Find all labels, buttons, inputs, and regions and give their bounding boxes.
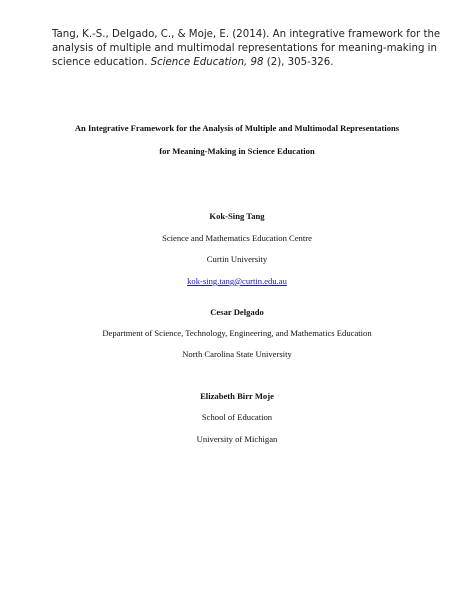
citation-line-1: Tang, K.-S., Delgado, C., & Moje, E. (2014). An integrative framework for the — [52, 29, 441, 40]
paper-title-line-2: for Meaning-Making in Science Education — [159, 146, 315, 156]
author-email-tang-wrap — [0, 276, 474, 286]
author-name-delgado: Cesar Delgado — [210, 307, 264, 317]
citation-line-3-suffix: (2), 305-326. — [263, 57, 334, 68]
citation-line-3-prefix: science education. — [52, 57, 151, 68]
citation-journal: Science Education, 98 — [150, 57, 264, 68]
author-institution-delgado: North Carolina State University — [182, 349, 292, 359]
author-email-link[interactable]: kok-sing.tang@curtin.edu.au — [187, 276, 287, 286]
author-institution-moje: University of Michigan — [196, 434, 278, 444]
author-name-moje: Elizabeth Birr Moje — [200, 391, 274, 401]
author-affiliation-moje: School of Education — [201, 412, 273, 422]
author-affiliation-tang: Science and Mathematics Education Centre — [162, 233, 312, 243]
author-institution-tang: Curtin University — [206, 254, 268, 264]
author-affiliation-delgado: Department of Science, Technology, Engineering, and Mathematics Education — [102, 328, 372, 338]
paper-title-line-1: An Integrative Framework for the Analysis of Multiple and Multimodal Representations — [74, 123, 400, 133]
citation-block — [52, 28, 462, 70]
citation-line-2: analysis of multiple and multimodal representations for meaning-making in — [52, 43, 437, 54]
citation-line-3 — [52, 56, 462, 70]
author-name-tang: Kok-Sing Tang — [209, 211, 265, 221]
